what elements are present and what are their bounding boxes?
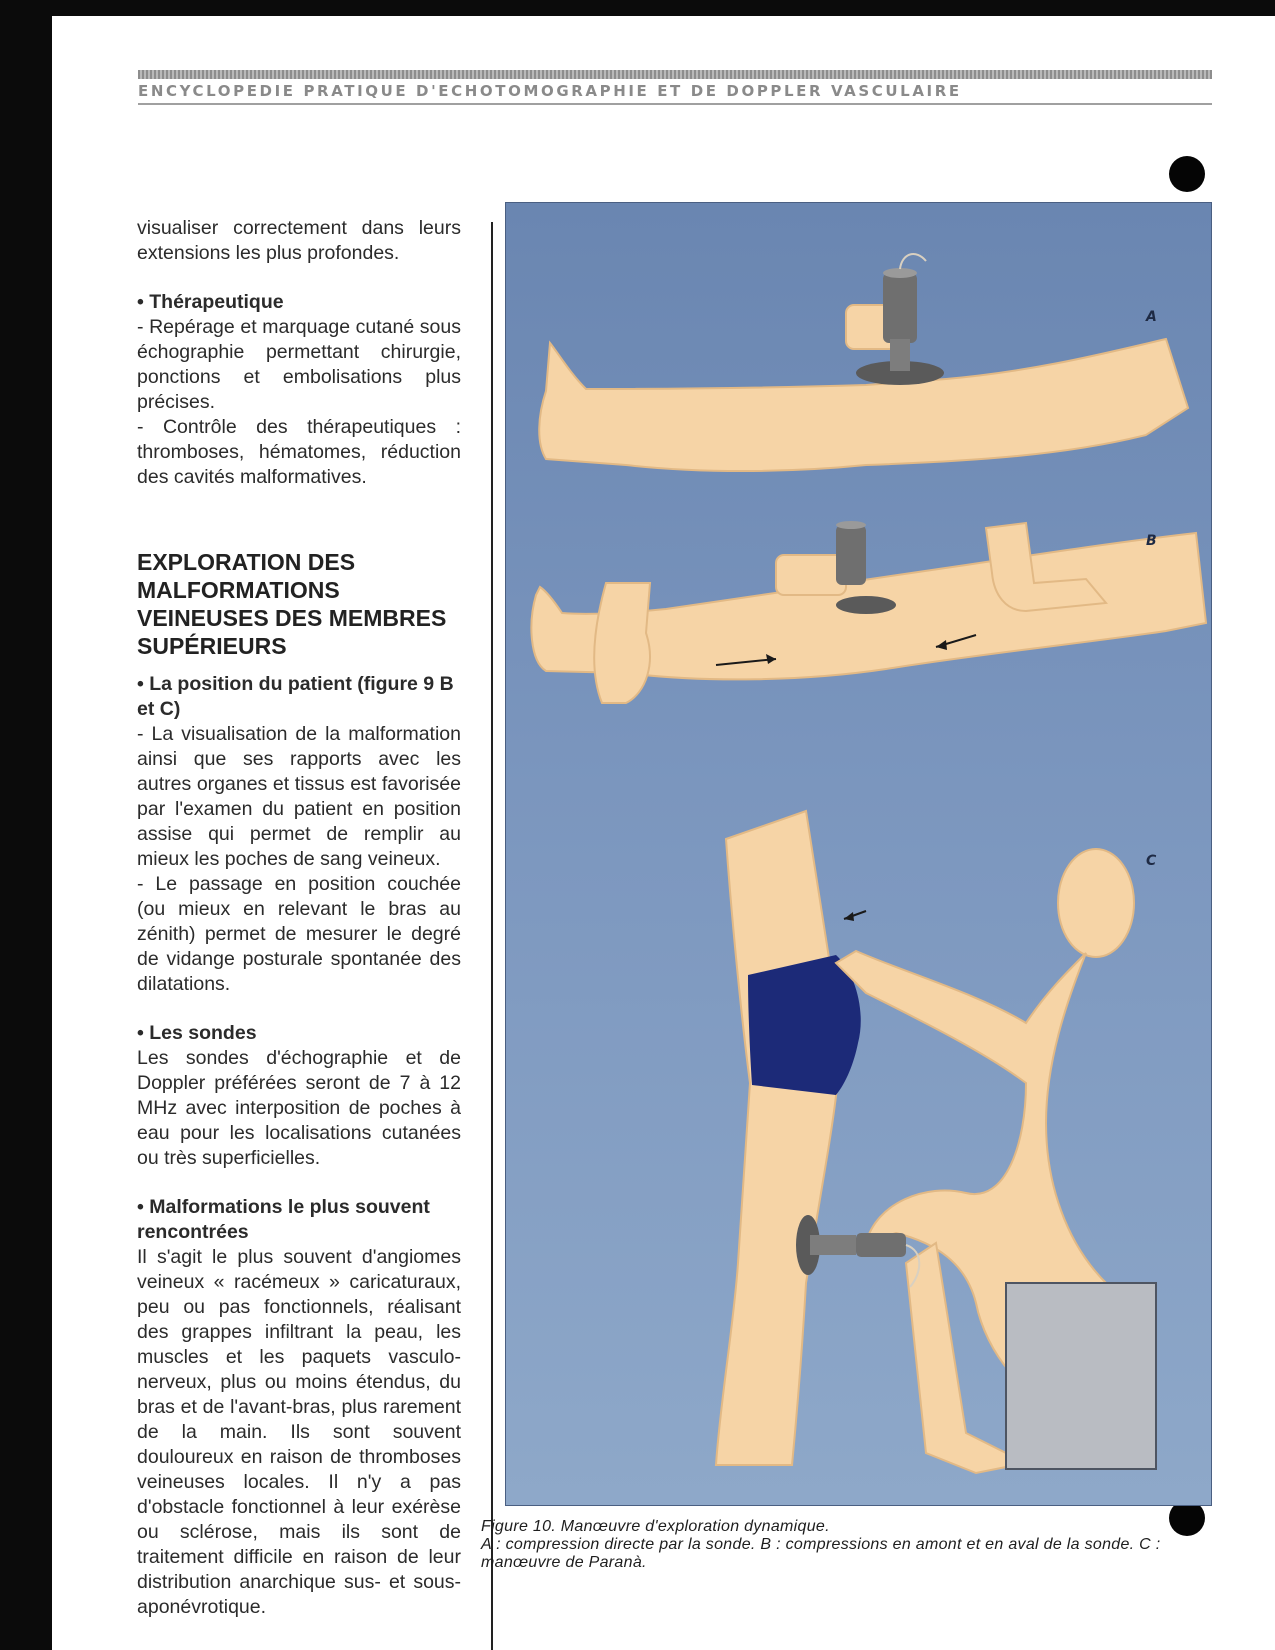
- figure-10-drawing: [506, 203, 1211, 1505]
- therapeutique-line-1: - Repérage et marquage cutané sous échographie permettant chirurgie, ponctions et embolisations plus précises.: [137, 316, 461, 413]
- heading-therapeutique: • Thérapeutique: [137, 291, 284, 313]
- column-divider: [491, 222, 493, 1650]
- binder-hole: [1169, 156, 1205, 192]
- therapeutique-line-2: - Contrôle des thérapeutiques : thromboses, hématomes, réduction des cavités malformatives.: [137, 416, 461, 488]
- sondes-text: Les sondes d'échographie et de Doppler préférées seront de 7 à 12 MHz avec interposition de poches à eau pour les localisations cutanées ou très superficielles.: [137, 1047, 461, 1169]
- figure-panel-c: [716, 811, 1157, 1473]
- heading-position: • La position du patient (figure 9 B et C): [137, 673, 454, 720]
- figure-label-b: B: [1146, 533, 1157, 549]
- figure-label-a: A: [1146, 309, 1157, 325]
- figure-caption: [481, 1518, 1211, 1572]
- running-header-title: ENCYCLOPEDIE PRATIQUE D'ECHOTOMOGRAPHIE ET DE DOPPLER VASCULAIRE: [138, 82, 962, 100]
- left-text-column: [137, 216, 461, 1620]
- section-title: EXPLORATION DES MALFORMATIONS VEINEUSES DES MEMBRES SUPÉRIEURS: [137, 549, 447, 659]
- caption-title: Figure 10. Manœuvre d'exploration dynamique.: [481, 1518, 830, 1535]
- header-bar: [138, 70, 1212, 79]
- heading-sondes: • Les sondes: [137, 1022, 257, 1044]
- malformations-text: Il s'agit le plus souvent d'angiomes veineux « racémeux » caricaturaux, peu ou pas fonctionnels, réalisant des grappes infiltrant la peau, les muscles et les paquets vasculo-nerveux, plus ou moins étendus, du bras et de l'avant-bras, plus rarement de la main. Ils sont souvent douloureux en raison de thromboses veineuses locales. Il n'y a pas d'obstacle fonctionnel à leur exérèse ou sclérose, mais ils sont de traitement difficile en raison de leur distribution anarchique sus- et sous-aponévrotique.: [137, 1246, 461, 1618]
- figure-panel-b: [531, 521, 1206, 703]
- heading-malformations: • Malformations le plus souvent rencontrées: [137, 1196, 430, 1243]
- paragraph-continuation: visualiser correctement dans leurs extensions les plus profondes.: [137, 217, 461, 264]
- header-rule: [138, 103, 1212, 105]
- position-line-2: - Le passage en position couchée (ou mieux en relevant le bras au zénith) permet de mesurer le degré de vidange posturale spontanée des dilatations.: [137, 873, 461, 995]
- caption-text: A : compression directe par la sonde. B : compressions en amont et en aval de la sonde. C : manœuvre de Paranà.: [481, 1536, 1161, 1571]
- document-page: [52, 16, 1275, 1650]
- figure-panel-a: [539, 254, 1188, 471]
- position-line-1: - La visualisation de la malformation ainsi que ses rapports avec les autres organes et tissus est favorisée par l'examen du patient en position assise qui permet de remplir au mieux les poches de sang veineux.: [137, 723, 461, 870]
- figure-label-c: C: [1146, 853, 1157, 869]
- figure-10-illustration: [505, 202, 1212, 1506]
